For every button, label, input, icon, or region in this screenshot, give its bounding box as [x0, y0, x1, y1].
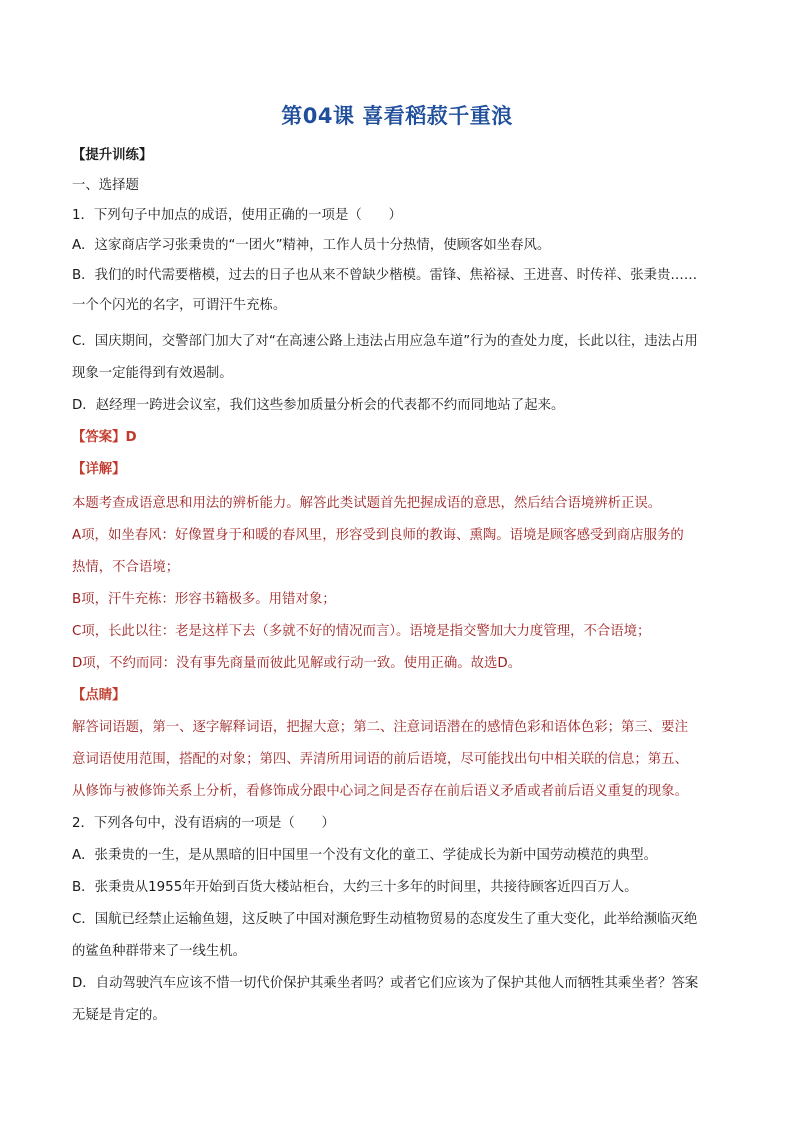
q2-option-b: B．张秉贵从1955年开始到百货大楼站柜台，大约三十多年的时间里，共接待顾客近四百万人。	[72, 880, 638, 895]
q1-detail-a-line2: 热情，不合语境；	[72, 560, 180, 575]
q2-option-a: A．张秉贵的一生，是从黑暗的旧中国里一个没有文化的童工、学徒成长为新中国劳动模范的典型。	[72, 848, 657, 863]
q1-option-b-line1: B．我们的时代需要楷模，过去的日子也从来不曾缺少楷模。雷锋、焦裕禄、王进喜、时传祥、张秉贵……	[72, 268, 698, 283]
q1-tip-line2: 意词语使用范围，搭配的对象；第四、弄清所用词语的前后语境，尽可能找出句中相关联的信息；第五、	[72, 752, 688, 767]
q1-option-b-line2: 一个个闪光的名字，可谓汗牛充栋。	[72, 298, 287, 313]
q1-option-d: D．赵经理一跨进会议室，我们这些参加质量分析会的代表都不约而同地站了起来。	[72, 398, 565, 413]
q1-detail-intro: 本题考查成语意思和用法的辨析能力。解答此类试题首先把握成语的意思，然后结合语境辨析正误。	[72, 496, 662, 511]
q1-option-c-line1: C．国庆期间，交警部门加大了对“在高速公路上违法占用应急车道”行为的查处力度，长此以往，违法占用	[72, 334, 698, 349]
q1-option-a: A．这家商店学习张秉贵的“一团火”精神，工作人员十分热情，使顾客如坐春风。	[72, 238, 551, 253]
q1-option-c-line2: 现象一定能得到有效遏制。	[72, 366, 233, 381]
q1-answer: 【答案】D	[72, 430, 137, 445]
q2-stem: 2．下列各句中，没有语病的一项是（ ）	[72, 816, 335, 831]
q1-tip-label: 【点睛】	[72, 688, 126, 703]
q1-detail-c: C项，长此以往：老是这样下去（多就不好的情况而言）。语境是指交警加大力度管理，不合语境；	[72, 624, 651, 639]
q2-option-d-line2: 无疑是肯定的。	[72, 1008, 166, 1023]
q1-stem: 1．下列句子中加点的成语，使用正确的一项是（ ）	[72, 208, 402, 223]
q1-detail-label: 【详解】	[72, 462, 126, 477]
q1-detail-b: B项，汗牛充栋：形容书籍极多。用错对象；	[72, 592, 336, 607]
q1-detail-a-line1: A项，如坐春风：好像置身于和暖的春风里，形容受到良师的教诲、熏陶。语境是顾客感受到商店服务的	[72, 528, 684, 543]
section-tag: 【提升训练】	[72, 148, 153, 163]
page-title: 第04课 喜看稻菽千重浪	[281, 104, 513, 128]
section-heading: 一、选择题	[72, 178, 139, 193]
q2-option-d-line1: D．自动驾驶汽车应该不惜一切代价保护其乘坐者吗？或者它们应该为了保护其他人而牺牲其乘坐者？答案	[72, 976, 699, 991]
q2-option-c-line1: C．国航已经禁止运输鱼翅，这反映了中国对濒危野生动植物贸易的态度发生了重大变化，此举给濒临灭绝	[72, 912, 698, 927]
q1-detail-d: D项，不约而同：没有事先商量而彼此见解或行动一致。使用正确。故选D。	[72, 656, 522, 671]
q1-tip-line1: 解答词语题，第一、逐字解释词语，把握大意；第二、注意词语潜在的感情色彩和语体色彩；第三、要注	[72, 720, 688, 735]
q1-tip-line3: 从修饰与被修饰关系上分析，看修饰成分跟中心词之间是否存在前后语义矛盾或者前后语义重复的现象。	[72, 784, 688, 799]
q2-option-c-line2: 的鲨鱼种群带来了一线生机。	[72, 944, 247, 959]
